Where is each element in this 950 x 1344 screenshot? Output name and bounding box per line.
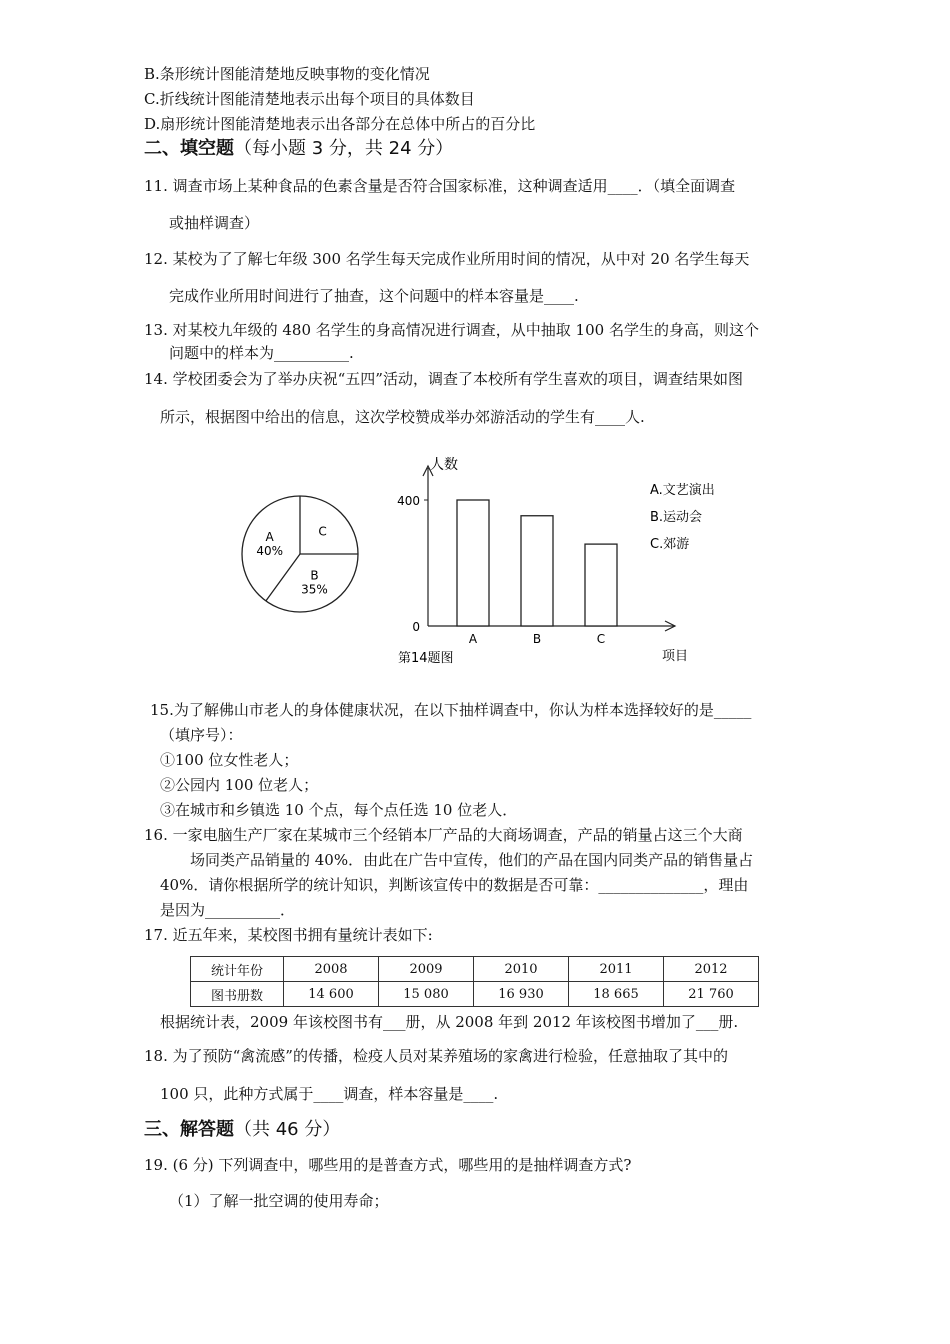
q11-line1: 11. 调查市场上某种食品的色素含量是否符合国家标准，这种调查适用____．（填全面调查 [144,177,736,195]
section-3-title: 三、解答题 [144,1119,234,1140]
q15-line2: （填序号）： [160,726,243,744]
table-cell-count: 16 930 [474,982,569,1007]
y-tick-label: 400 [397,494,420,508]
section-2-note: （每小题 3 分，共 24 分） [234,138,454,159]
table-cell-year: 2009 [379,957,474,982]
x-axis-label: 项目 [662,649,689,664]
table-cell-count: 21 760 [664,982,759,1007]
pie-slice-label: B [310,568,319,583]
table-cell-year: 2011 [569,957,664,982]
table-row-counts [191,982,759,1007]
q16-line3: 40%．请你根据所学的统计知识，判断该宣传中的数据是否可靠：______________，理由 [160,876,749,894]
option-c: C.折线统计图能清楚地表示出每个项目的具体数目 [144,90,475,108]
table-cell-year: 2012 [664,957,759,982]
section-3-heading [144,1118,340,1142]
y-axis-label: 人数 [430,457,458,473]
q18-line1: 18. 为了预防“禽流感”的传播，检疫人员对某养殖场的家禽进行检验，任意抽取了其中的 [144,1047,728,1065]
book-stats-table [190,956,759,1007]
q18-line2: 100 只，此种方式属于____调查，样本容量是____. [160,1085,499,1103]
q16-line1: 16. 一家电脑生产厂家在某城市三个经销本厂产品的大商场调查，产品的销量占这三个大商 [144,826,743,844]
q12-line2: 完成作业所用时间进行了抽查，这个问题中的样本容量是____. [169,287,579,305]
bar [521,516,553,626]
table-cell-count: 15 080 [379,982,474,1007]
table-cell-year: 2010 [474,957,569,982]
table-cell-count: 18 665 [569,982,664,1007]
q15-option-1: ①100 位女性老人； [160,751,299,769]
q13-line2: 问题中的样本为__________. [169,344,354,362]
bar-chart [390,450,740,670]
q16-line2: 场同类产品销量的 40%．由此在广告中宣传，他们的产品在国内同类产品的销售量占 [190,851,754,869]
figure-caption: 第14题图 [398,651,454,666]
q15-option-3: ③在城市和乡镇选 10 个点，每个点任选 10 位老人． [160,801,518,819]
option-b: B.条形统计图能清楚地反映事物的变化情况 [144,65,430,83]
pie-slice-label: A [265,530,274,545]
option-d: D.扇形统计图能清楚地表示出各部分在总体中所占的百分比 [144,115,536,133]
q11-line2: 或抽样调查） [169,214,260,232]
bar [457,500,489,626]
q12-line1: 12. 某校为了了解七年级 300 名学生每天完成作业所用时间的情况，从中对 20 名学生每天 [144,250,750,268]
legend-entry: C.郊游 [650,537,690,552]
pie-slice-percent: 40% [256,544,283,559]
legend-entry: B.运动会 [650,510,703,525]
table-cell-count: 14 600 [284,982,379,1007]
table-cell-year: 2008 [284,957,379,982]
x-tick-label: C [596,632,606,646]
q14-line1: 14. 学校团委会为了举办庆祝“五四”活动，调查了本校所有学生喜欢的项目，调查结果如图 [144,370,743,388]
q19-sub1: （1）了解一批空调的使用寿命； [169,1192,389,1210]
q15-option-2: ②公园内 100 位老人； [160,776,319,794]
q14-line2: 所示，根据图中给出的信息，这次学校赞成举办郊游活动的学生有____人. [160,408,645,426]
table-header-year: 统计年份 [191,957,284,982]
q17-line2: 根据统计表，2009 年该校图书有___册，从 2008 年到 2012 年该校图书增加了___册. [160,1013,739,1031]
section-3-note: （共 46 分） [234,1119,341,1140]
q13-line1: 13. 对某校九年级的 480 名学生的身高情况进行调查，从中抽取 100 名学生的身高，则这个 [144,321,759,339]
table-row-years [191,957,759,982]
legend-entry: A.文艺演出 [650,483,715,498]
section-2-heading [144,137,453,161]
q19-line1: 19. (6 分) 下列调查中，哪些用的是普查方式，哪些用的是抽样调查方式? [144,1156,632,1174]
section-2-title: 二、填空题 [144,138,234,159]
q15-line1: 15.为了解佛山市老人的身体健康状况，在以下抽样调查中，你认为样本选择较好的是_____ [150,701,752,719]
bar [585,544,617,626]
x-tick-label: B [532,632,542,646]
q17-line1: 17. 近五年来，某校图书拥有量统计表如下: [144,926,433,944]
y-tick-label: 0 [412,620,420,634]
q16-line4: 是因为__________． [160,901,296,919]
x-tick-label: A [468,632,478,646]
table-header-count: 图书册数 [191,982,284,1007]
pie-slice-percent: 35% [301,582,328,597]
pie-chart [230,490,370,620]
pie-slice-label: C [318,524,327,539]
